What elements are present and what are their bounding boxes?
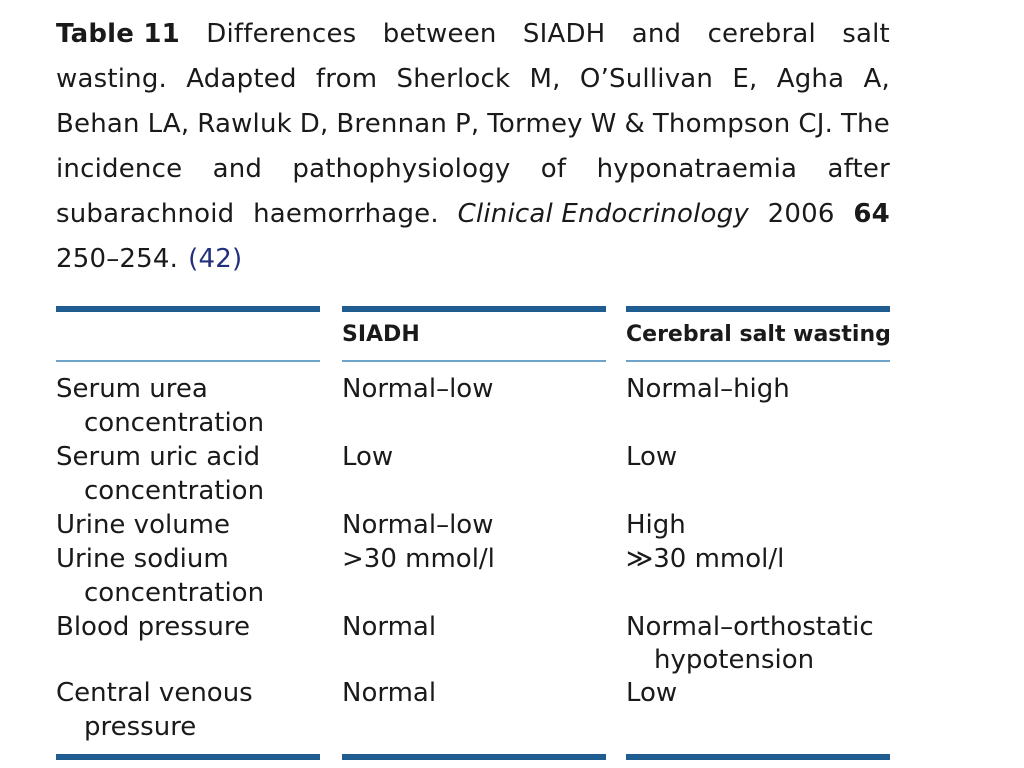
citation-pages: 250–254.	[56, 244, 179, 274]
spacer	[178, 237, 188, 282]
csw-value: Normal–high	[626, 374, 790, 404]
caption-word: salt	[842, 19, 890, 49]
caption-word: Behan	[56, 109, 140, 139]
caption-word: pathophysiology	[292, 154, 511, 184]
row-label-text: concentration	[84, 476, 265, 506]
caption-word: LA,	[147, 109, 190, 139]
row-label	[56, 508, 320, 542]
caption-word: Tormey	[487, 109, 583, 139]
caption-word: Sherlock	[396, 64, 511, 94]
caption-word: subarachnoid	[56, 199, 235, 229]
row-label	[56, 440, 320, 508]
siadh-value: Low	[342, 442, 394, 472]
caption-word: and	[631, 19, 682, 49]
caption-word: from	[315, 64, 378, 94]
row-label	[56, 676, 320, 744]
table-label: Table 11	[56, 19, 180, 49]
csw-value	[626, 610, 890, 676]
citation-year: 2006	[767, 199, 835, 229]
caption-word: D,	[299, 109, 329, 139]
journal-title: Clinical Endocrinology	[457, 199, 749, 229]
comparison-table	[56, 306, 890, 766]
caption-line-6	[56, 237, 890, 282]
header-rule	[56, 360, 320, 362]
caption-word: &	[624, 109, 645, 139]
siadh-value: >30 mmol/l	[342, 544, 495, 574]
bottom-rule	[342, 754, 606, 760]
row-label-text: concentration	[84, 578, 265, 608]
caption-word: between	[382, 19, 497, 49]
row-label-text: Urine sodium	[56, 544, 229, 574]
csw-value: High	[626, 510, 686, 540]
caption-word: cerebral	[707, 19, 816, 49]
caption-line-5	[56, 192, 890, 237]
caption-word: hyponatraemia	[596, 154, 798, 184]
caption-word: O’Sullivan	[579, 64, 714, 94]
row-label-text: Serum urea	[56, 374, 208, 404]
row-label-text: pressure	[84, 712, 197, 742]
caption-word: Brennan	[336, 109, 448, 139]
caption-word: The	[840, 109, 890, 139]
citation-volume: 64	[853, 199, 890, 229]
caption-line-1	[56, 12, 890, 57]
top-rule	[56, 306, 320, 312]
row-label-text: Blood pressure	[56, 612, 250, 642]
caption-word: P,	[455, 109, 480, 139]
caption-word: M,	[529, 64, 561, 94]
caption-line-2	[56, 57, 890, 102]
caption-word: incidence	[56, 154, 183, 184]
caption-line-4	[56, 147, 890, 192]
caption-word: W	[590, 109, 617, 139]
csw-value: Low	[626, 442, 678, 472]
caption-word: Adapted	[186, 64, 297, 94]
caption-word: and	[212, 154, 263, 184]
table-caption	[56, 12, 890, 282]
caption-word: Rawluk	[197, 109, 292, 139]
top-rule	[342, 306, 606, 312]
caption-word: A,	[863, 64, 890, 94]
caption-word: SIADH	[522, 19, 606, 49]
reference-link[interactable]: (42)	[188, 244, 243, 274]
caption-word: CJ.	[798, 109, 834, 139]
siadh-value: Normal–low	[342, 374, 494, 404]
row-label-text: Central venous	[56, 678, 253, 708]
caption-word: of	[540, 154, 567, 184]
caption-word: E,	[732, 64, 758, 94]
row-label-text: Serum uric acid	[56, 442, 261, 472]
csw-value-text: Normal–orthostatic	[626, 612, 874, 642]
siadh-value: Normal	[342, 678, 437, 708]
caption-word: Agha	[776, 64, 845, 94]
header-rule	[342, 360, 606, 362]
row-label-text: concentration	[84, 408, 265, 438]
column-header-csw: Cerebral salt wasting	[626, 322, 891, 347]
row-label-text: Urine volume	[56, 510, 231, 540]
bottom-rule	[626, 754, 890, 760]
siadh-value: Normal–low	[342, 510, 494, 540]
top-rule	[626, 306, 890, 312]
caption-line-3	[56, 102, 890, 147]
column-header-siadh: SIADH	[342, 322, 420, 347]
bottom-rule	[56, 754, 320, 760]
siadh-value: Normal	[342, 612, 437, 642]
caption-word: wasting.	[56, 64, 168, 94]
csw-value-text: hypotension	[654, 645, 815, 675]
header-rule	[626, 360, 890, 362]
row-label	[56, 610, 320, 644]
row-label	[56, 542, 320, 610]
row-label	[56, 372, 320, 440]
caption-word: Thompson	[652, 109, 791, 139]
caption-word: haemorrhage.	[253, 199, 439, 229]
caption-word: after	[827, 154, 890, 184]
csw-value: Low	[626, 678, 678, 708]
caption-word: Differences	[206, 19, 357, 49]
csw-value: ≫30 mmol/l	[626, 544, 785, 574]
